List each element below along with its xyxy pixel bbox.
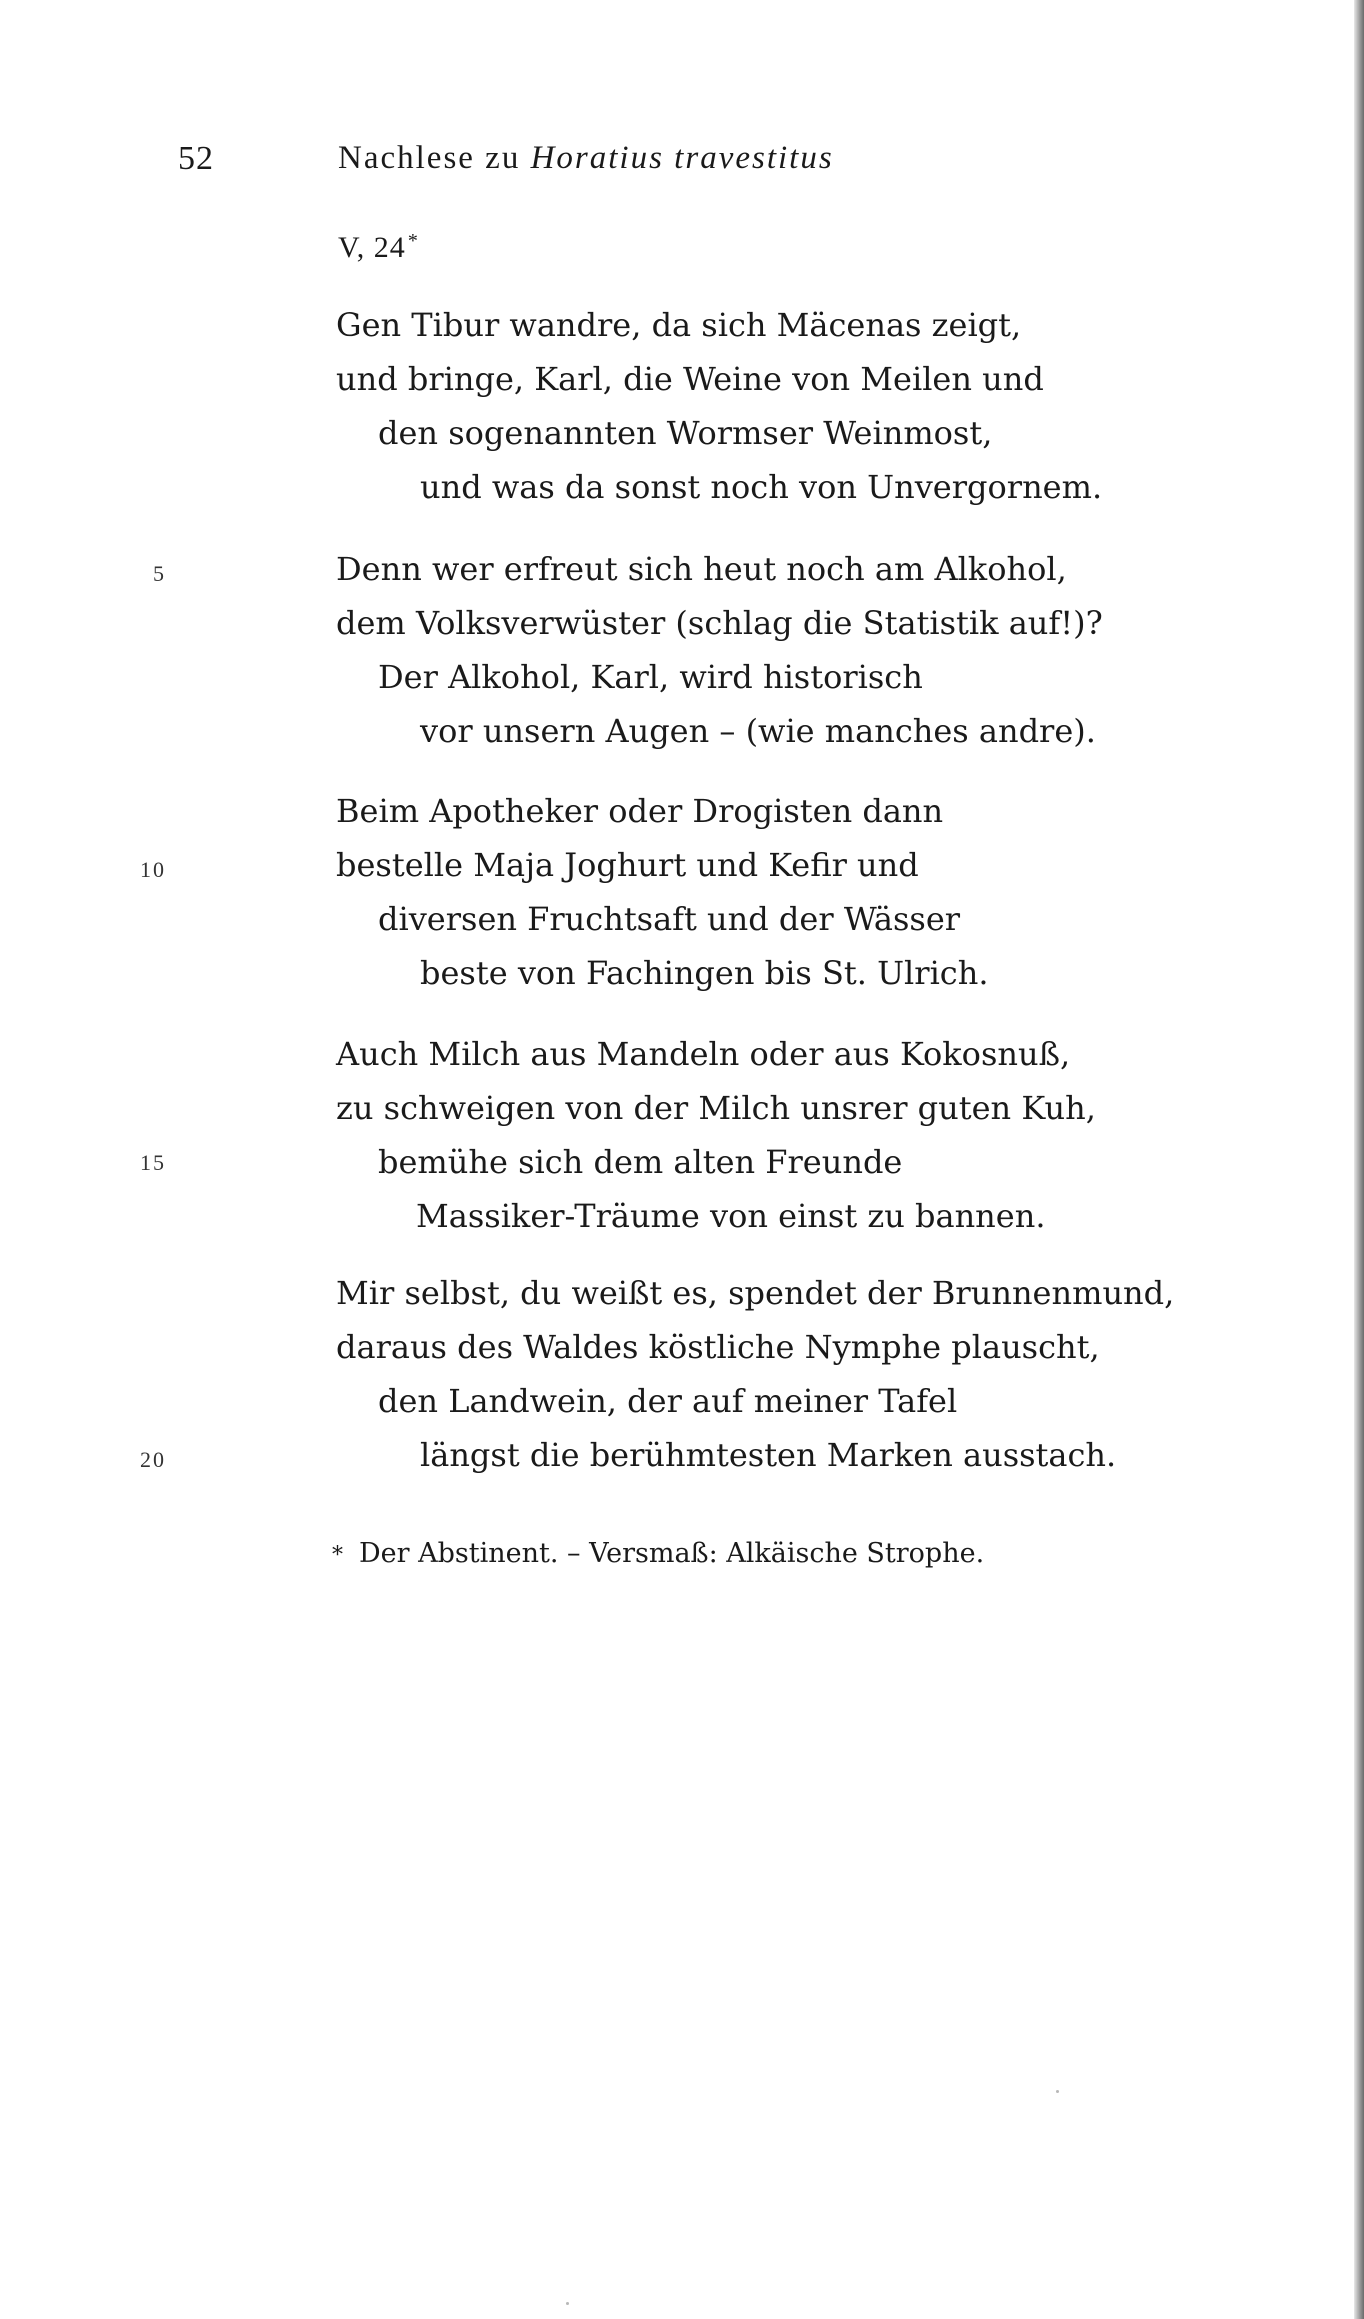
verse-line: vor unsern Augen – (wie manches andre). [420, 712, 1096, 750]
verse-line: Auch Milch aus Mandeln oder aus Kokosnuß, [336, 1035, 1071, 1073]
verse-line: Mir selbst, du weißt es, spendet der Brunnenmund, [336, 1274, 1175, 1312]
verse-line: Beim Apotheker oder Drogisten dann [336, 792, 944, 830]
page-number: 52 [178, 140, 214, 177]
verse-line: Der Alkohol, Karl, wird historisch [378, 658, 923, 696]
stanza-5 [336, 1266, 1175, 1482]
verse-line: zu schweigen von der Milch unsrer guten Kuh, [336, 1089, 1096, 1127]
footnote-text: Der Abstinent. – Versmaß: Alkäische Strophe. [359, 1538, 985, 1569]
footnote [332, 1538, 984, 1569]
running-title [338, 140, 834, 177]
verse-line: Denn wer erfreut sich heut noch am Alkohol, [336, 550, 1067, 588]
poem-id: V, 24 [338, 231, 406, 264]
verse-line: den sogenannten Wormser Weinmost, [378, 414, 993, 452]
verse-line: längst die berühmtesten Marken ausstach. [420, 1436, 1117, 1474]
page-edge-shadow [1354, 0, 1364, 2319]
verse-line: bestelle Maja Joghurt und Kefir und [336, 846, 919, 884]
running-header [0, 140, 1364, 190]
verse-line: beste von Fachingen bis St. Ulrich. [420, 954, 989, 992]
verse-line: Gen Tibur wandre, da sich Mäcenas zeigt, [336, 306, 1022, 344]
verse-line: den Landwein, der auf meiner Tafel [378, 1382, 958, 1420]
stanza-4 [336, 1027, 1096, 1243]
line-number: 15 [140, 1150, 166, 1175]
stanza-2 [336, 542, 1103, 758]
stanza-3 [336, 784, 1096, 1000]
running-title-prefix: Nachlese zu [338, 140, 521, 176]
verse-line: und was da sonst noch von Unvergornem. [420, 468, 1103, 506]
line-number: 5 [153, 561, 166, 586]
footnote-reference: * [407, 230, 419, 252]
verse-line: bemühe sich dem alten Freunde [378, 1143, 903, 1181]
scan-speck [1056, 2090, 1059, 2093]
verse-line: dem Volksverwüster (schlag die Statistik auf!)? [336, 604, 1103, 642]
poem-heading [338, 230, 419, 265]
scan-speck [566, 2302, 569, 2305]
verse-line: und bringe, Karl, die Weine von Meilen und [336, 360, 1044, 398]
running-title-work: Horatius travestitus [530, 140, 834, 176]
footnote-mark: * [332, 1543, 343, 1568]
verse-line: diversen Fruchtsaft und der Wässer [378, 900, 961, 938]
verse-line: Massiker-Träume von einst zu bannen. [416, 1197, 1046, 1235]
verse-line: daraus des Waldes köstliche Nymphe plauscht, [336, 1328, 1100, 1366]
line-number: 10 [140, 857, 166, 882]
stanza-1 [336, 298, 1103, 514]
line-number: 20 [140, 1447, 166, 1472]
